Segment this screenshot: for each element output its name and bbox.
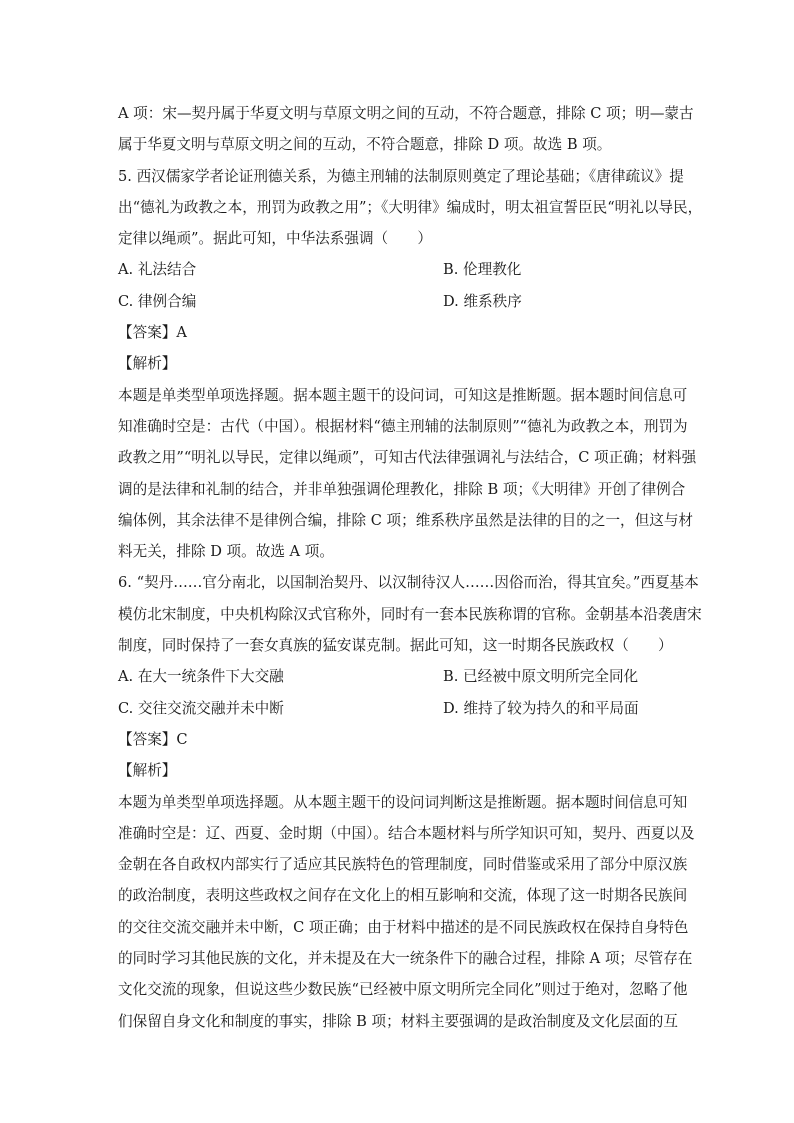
question-stem-line: 定律以绳顽”。据此可知，中华法系强调（ ） (118, 230, 432, 248)
analysis-line: 政教之用”“明礼以导民，定律以绳顽”，可知古代法律强调礼与法结合，C 项正确；材料强 (118, 449, 697, 467)
analysis-line: 们保留自身文化和制度的事实，排除 B 项；材料主要强调的是政治制度及文化层面的互 (118, 1012, 678, 1030)
analysis-line: 准确时空是：辽、西夏、金时期（中国）。结合本题材料与所学知识可知，契丹、西夏以及 (118, 824, 695, 842)
option-d: D. 维持了较为持久的和平局面 (443, 699, 639, 717)
option-a: A. 在大一统条件下大交融 (118, 668, 284, 686)
question-5 (118, 161, 703, 568)
text-line: 属于华夏文明与草原文明之间的互动，不符合题意，排除 D 项。故选 B 项。 (118, 136, 612, 154)
question-stem-line: 制度，同时保持了一套女真族的猛安谋克制。据此可知，这一时期各民族政权（ ） (118, 637, 673, 655)
question-stem-line: 出“德礼为政教之本，刑罚为政教之用”；《大明律》编成时，明太祖宣誓臣民“明礼以导民， (118, 198, 703, 216)
option-c: C. 交往交流交融并未中断 (118, 699, 284, 717)
analysis-line: 文化交流的现象，但说这些少数民族“已经被中原文明所完全同化”则过于绝对，忽略了他 (118, 981, 688, 999)
analysis-line: 的交往交流交融并未中断，C 项正确；由于材料中描述的是不同民族政权在保持自身特色 (118, 918, 689, 936)
option-d: D. 维系秩序 (443, 292, 522, 310)
option-a: A. 礼法结合 (118, 261, 197, 279)
analysis-line: 料无关，排除 D 项。故选 A 项。 (118, 543, 334, 561)
option-c: C. 律例合编 (118, 292, 197, 310)
analysis-line: 本题为单类型单项选择题。从本题主题干的设问词判断这是推断题。据本题时间信息可知 (118, 793, 688, 811)
option-b: B. 已经被中原文明所完全同化 (443, 668, 639, 686)
option-row (118, 661, 678, 692)
analysis-label: 【解析】 (118, 762, 177, 780)
question-stem-line: 5. 西汉儒家学者论证刑德关系，为德主刑辅的法制原则奠定了理论基础；《唐律疏议》提 (118, 167, 684, 185)
analysis-line: 调的是法律和礼制的结合，并非单独强调伦理教化，排除 B 项；《大明律》开创了律例合 (118, 480, 686, 498)
analysis-line: 的政治制度，表明这些政权之间存在文化上的相互影响和交流，体现了这一时期各民族间 (118, 887, 688, 905)
text-line: A 项：宋—契丹属于华夏文明与草原文明之间的互动，不符合题意，排除 C 项；明—蒙古 (118, 105, 694, 122)
question-6 (118, 567, 702, 1036)
analysis-line: 知准确时空是：古代（中国）。根据材料“德主刑辅的法制原则”“德礼为政教之本，刑罚为 (118, 417, 688, 435)
analysis-line: 编体例，其余法律不是律例合编，排除 C 项；维系秩序虽然是法律的目的之一，但这与材 (118, 511, 694, 529)
option-row (118, 286, 678, 317)
answer-label: 【答案】C (118, 730, 188, 748)
option-row (118, 254, 678, 285)
analysis-line: 金朝在各自政权内部实行了适应其民族特色的管理制度，同时借鉴或采用了部分中原汉族 (118, 856, 688, 874)
question-stem-line: 模仿北宋制度，中央机构除汉式官称外，同时有一套本民族称谓的官称。金朝基本沿袭唐宋 (118, 605, 702, 623)
document-content (118, 98, 703, 1037)
analysis-line: 的同时学习其他民族的文化，并未提及在大一统条件下的融合过程，排除 A 项；尽管存在 (118, 950, 693, 968)
question-stem-line: 6. “契丹……官分南北，以国制治契丹、以汉制待汉人……因俗而治，得其宜矣。”西夏基本 (118, 574, 699, 592)
answer-label: 【答案】A (118, 324, 187, 342)
analysis-line: 本题是单类型单项选择题。据本题主题干的设问词，可知这是推断题。据本题时间信息可 (118, 386, 688, 404)
analysis-label: 【解析】 (118, 355, 177, 373)
option-row (118, 693, 678, 724)
option-b: B. 伦理教化 (443, 261, 522, 279)
